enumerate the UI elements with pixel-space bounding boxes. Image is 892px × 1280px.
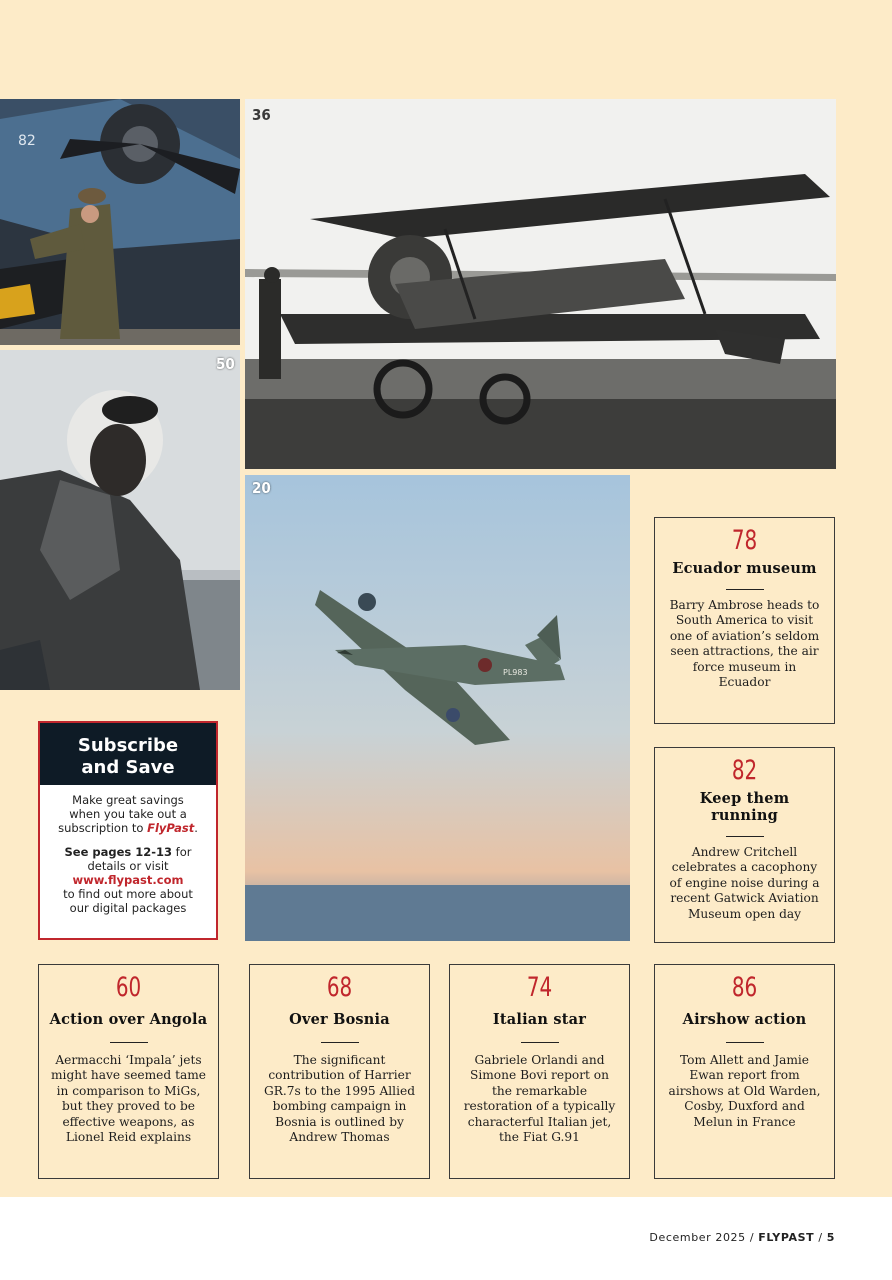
subscribe-line4: See pages 12-13 for — [64, 845, 192, 859]
feature-title: Ecuador museum — [672, 560, 817, 577]
subscribe-title-line1: Subscribe — [77, 735, 179, 756]
feature-box-angola[interactable] — [38, 964, 219, 1179]
feature-description: Andrew Critchell celebrates a cacophony of engine noise during a recent Gatwick Aviation Museum open day — [669, 845, 820, 921]
corsair-illustration — [0, 99, 240, 345]
subscribe-text — [40, 785, 216, 915]
subscribe-line7: to find out more about — [63, 887, 193, 901]
feature-page-number: 60 — [115, 972, 142, 1003]
footer-date: December 2025 — [649, 1231, 746, 1244]
feature-page-number: 74 — [526, 972, 553, 1003]
feature-description: Aermacchi ‘Impala’ jets might have seemed tame in comparison to MiGs, but they proved to be effective weapons, as Lionel Reid explains — [50, 1053, 207, 1145]
feature-description: Tom Allett and Jamie Ewan report from airshows at Old Warden, Cosby, Duxford and Melun in France — [668, 1053, 821, 1129]
footer-brand: FLYPAST — [758, 1231, 815, 1244]
spitfire-photo[interactable] — [245, 475, 630, 941]
subscribe-line1: Make great savings — [72, 793, 184, 807]
feature-divider — [726, 589, 764, 590]
subscribe-header — [40, 723, 216, 785]
feature-divider — [726, 1042, 764, 1043]
svg-text:PL983: PL983 — [503, 668, 528, 677]
biplane-illustration — [245, 99, 836, 469]
feature-description: Barry Ambrose heads to South America to visit one of aviation’s seldom seen attractions, the air force museum in Ecuador — [669, 598, 820, 690]
spitfire-page-number: 20 — [252, 479, 271, 497]
footer-page-number: 5 — [826, 1231, 835, 1244]
feature-page-number: 86 — [731, 972, 758, 1003]
subscribe-box[interactable] — [38, 721, 218, 940]
svg-text:82: 82 — [18, 133, 36, 149]
magazine-name: FlyPast — [147, 821, 195, 835]
feature-description: Gabriele Orlandi and Simone Bovi report on the remarkable restoration of a typically characterful Italian jet, the Fiat G.91 — [463, 1053, 616, 1145]
subscribe-url-link[interactable]: www.flypast.com — [72, 873, 184, 887]
subscribe-line8: our digital packages — [69, 901, 187, 915]
feature-divider — [726, 836, 764, 837]
page-footer: December 2025 / FLYPAST / 5 — [649, 1231, 835, 1244]
subscribe-line2: when you take out a — [69, 807, 187, 821]
see-pages: See pages 12-13 — [64, 845, 173, 859]
subscribe-line5: details or visit — [87, 859, 169, 873]
feature-page-number: 82 — [731, 755, 758, 786]
pilot-photo[interactable] — [0, 350, 240, 690]
pilot-illustration — [0, 350, 240, 690]
feature-divider — [521, 1042, 559, 1043]
feature-title: Over Bosnia — [289, 1011, 390, 1028]
spitfire-illustration — [245, 475, 630, 941]
feature-divider — [110, 1042, 148, 1043]
feature-box-italian-star[interactable] — [449, 964, 630, 1179]
feature-box-bosnia[interactable] — [249, 964, 430, 1179]
biplane-page-number: 36 — [252, 106, 271, 124]
feature-divider — [321, 1042, 359, 1043]
feature-title: Action over Angola — [49, 1011, 208, 1028]
pilot-page-number: 50 — [216, 355, 235, 373]
feature-page-number: 78 — [731, 525, 758, 556]
feature-title: Keep them running — [699, 790, 790, 824]
feature-box-airshow[interactable] — [654, 964, 835, 1179]
subscribe-title-line2: and Save — [81, 757, 175, 778]
feature-description: The significant contribution of Harrier GR.7s to the 1995 Allied bombing campaign in Bosnia is outlined by Andrew Thomas — [263, 1053, 415, 1145]
feature-page-number: 68 — [326, 972, 353, 1003]
corsair-photo[interactable] — [0, 99, 240, 345]
biplane-photo[interactable] — [245, 99, 836, 469]
feature-title: Airshow action — [682, 1011, 807, 1028]
feature-box-keep-running[interactable] — [654, 747, 835, 943]
subscribe-line3: subscription to FlyPast. — [58, 821, 198, 835]
feature-box-ecuador[interactable] — [654, 517, 835, 724]
feature-title: Italian star — [492, 1011, 587, 1028]
